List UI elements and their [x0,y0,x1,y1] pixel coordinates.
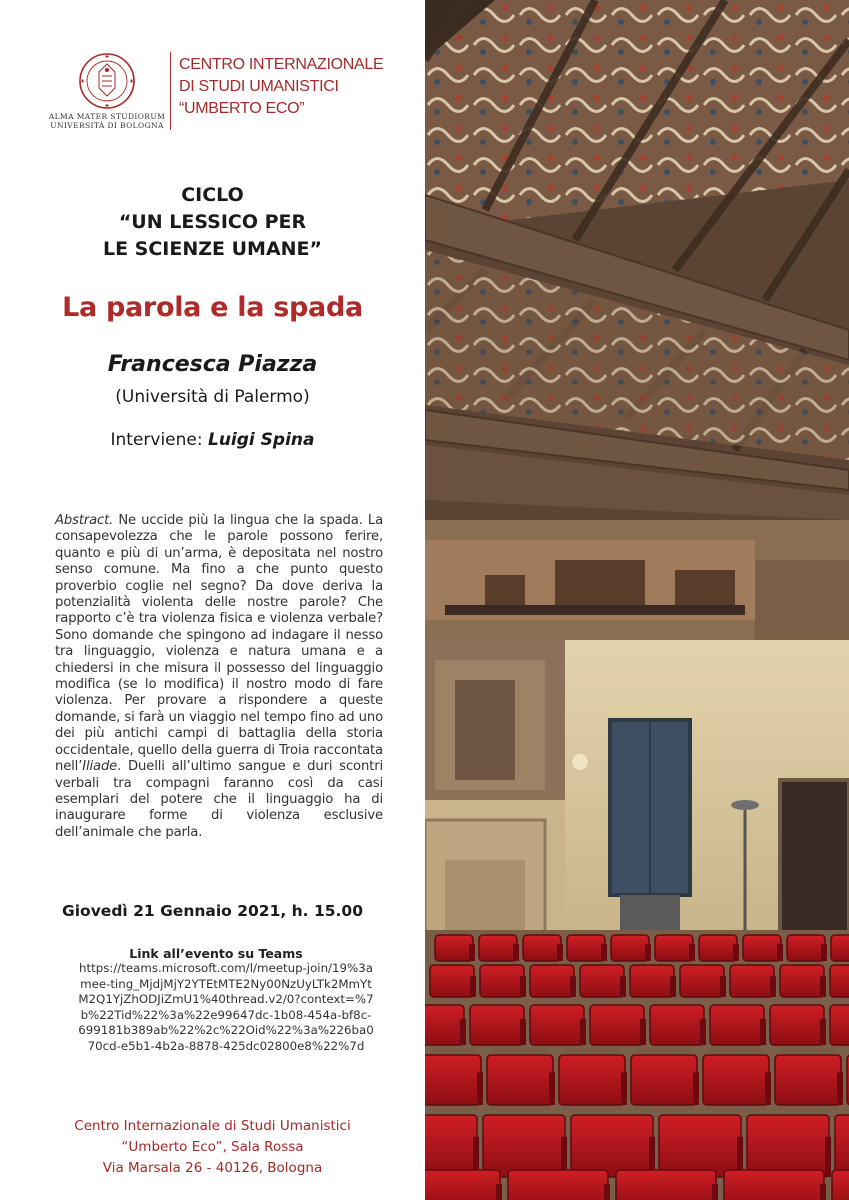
seat [530,1005,584,1045]
event-title: La parola e la spada [62,292,363,323]
seat [425,1005,464,1045]
seat-armrest [700,1019,706,1045]
seat [659,1115,741,1177]
seat-armrest [837,1073,843,1106]
seat [487,1055,553,1105]
teams-link-label: Link all’evento su Teams [129,946,303,961]
speaker-affiliation: (Università di Palermo) [115,387,310,407]
seat-armrest [520,976,526,997]
seat-armrest [777,944,783,961]
seat [571,1115,653,1177]
seat-armrest [549,1073,555,1106]
seat [616,1170,716,1200]
university-line-1: ALMA MATER STUDIORUM [48,112,166,121]
seat-armrest [670,976,676,997]
seat [483,1115,565,1177]
seat [480,965,524,997]
seat [530,965,574,997]
seat [580,965,624,997]
seat [830,1005,849,1045]
seat-armrest [733,944,739,961]
series-title [0,182,425,263]
abstract-body-2: . Duelli all’ultimo sangue e duri scontri verbali tra compagni faranno così da casi esemplari del potere che il linguaggio ha di inaugurare forme di violenza esclusive dell’animale che parla. [55,759,383,840]
address-line-2: “Umberto Eco”, Sala Rossa [121,1139,304,1155]
seat [650,1005,704,1045]
seats-group [425,935,849,1200]
seat [830,965,849,997]
seat [435,935,473,961]
centro-name [179,54,383,120]
seat [699,935,737,961]
seat [590,1005,644,1045]
venue-address [0,1116,425,1179]
seat-armrest [520,1019,526,1045]
seat [523,935,561,961]
seat-armrest [645,944,651,961]
seat [730,965,774,997]
discussant-label: Interviene: [110,430,203,450]
seat-armrest [460,1019,466,1045]
seat-armrest [604,1184,610,1200]
seat-armrest [557,944,563,961]
teams-link[interactable]: https://teams.microsoft.com/l/meetup-join/19%3amee-ting_MjdjMjY2YTEtMTE2Ny00NzUyLTk2MmYtM2Q1YjZhODJiZmU1%40thread.v2/0?context=%7b%22Tid%22%3a%22e99647dc-1b08-454a-bf8c-699181b389ab%22%2c%22Oid%22%3a%226ba070cd-e5b1-4b2a-8878-425dc02800e8%22%7d [78,961,374,1053]
seat [680,965,724,997]
seat [832,1170,849,1200]
seat [425,1055,481,1105]
seat-armrest [621,1073,627,1106]
seat [630,965,674,997]
seat-armrest [821,944,827,961]
abstract-iliad: Iliade [82,759,118,775]
seat [703,1055,769,1105]
seat [831,935,849,961]
seat [430,965,474,997]
series-line-1: CICLO [181,184,244,206]
event-date: Giovedì 21 Gennaio 2021, h. 15.00 [62,902,363,920]
seat [655,935,693,961]
centro-line-2: DI STUDI UMANISTICI [179,78,339,95]
seat-armrest [693,1073,699,1106]
discussant [0,430,425,450]
university-line-2: UNIVERSITÀ DI BOLOGNA [50,121,164,130]
seat-armrest [513,944,519,961]
seat [479,935,517,961]
seat-armrest [689,944,695,961]
seat [567,935,605,961]
seat [559,1055,625,1105]
seat [508,1170,608,1200]
seat [770,1005,824,1045]
abstract-text [55,513,383,841]
seat-armrest [825,1137,831,1177]
discussant-name: Luigi Spina [208,430,315,450]
seat [425,1170,500,1200]
centro-line-1: CENTRO INTERNAZIONALE [179,56,384,73]
seat-armrest [477,1073,483,1106]
seat-armrest [820,976,826,997]
seat-armrest [469,944,475,961]
seat-armrest [765,1073,771,1106]
seat [787,935,825,961]
abstract-body-1: Ne uccide più la lingua che la spada. La consapevolezza che le parole possono ferire, quanto e più di un’arma, è depositata nel nostro senso comune. Ma fino a che punto questo proverbio coglie nel segno? Da dove deriva la potenzialità violenta delle nostre parole? Che rapporto c’è tra violenza fisica e violenza verbale? Sono domande che spingono ad indagare il nesso tra linguaggio, violenza e natura umana e a chiedersi in che misura il possesso del linguaggio modifica (se lo modifica) il nostro modo di fare violenza. Per provare a rispondere a queste domande, si farà un viaggio nel tempo fino ad uno dei più antichi campi di battaglia della storia occidentale, quello della guerra di Troia raccontata nell’ [55,513,383,775]
seat-armrest [760,1019,766,1045]
seat-armrest [770,976,776,997]
seat [743,935,781,961]
abstract-label: Abstract. [55,513,114,528]
seat [470,1005,524,1045]
hall-photo [425,0,849,1200]
seat-armrest [601,944,607,961]
seat-armrest [820,1019,826,1045]
seat [724,1170,824,1200]
seat-armrest [712,1184,718,1200]
centro-line-3: “UMBERTO ECO” [179,100,305,117]
seat-armrest [720,976,726,997]
seat-armrest [470,976,476,997]
seat-armrest [580,1019,586,1045]
hall-illustration [425,0,849,1200]
university-seal-icon [78,52,136,110]
seat [775,1055,841,1105]
seat [631,1055,697,1105]
seat-armrest [496,1184,502,1200]
series-line-3: LE SCIENZE UMANE” [102,238,323,260]
seat [425,1115,477,1177]
seat-armrest [570,976,576,997]
address-line-1: Centro Internazionale di Studi Umanistici [74,1118,351,1134]
speaker-name: Francesca Piazza [107,352,318,377]
seat-armrest [820,1184,826,1200]
header-divider [170,52,171,130]
address-line-3: Via Marsala 26 - 40126, Bologna [102,1160,323,1176]
series-line-2: “UN LESSICO PER [118,211,307,233]
seat-armrest [640,1019,646,1045]
university-name [48,112,166,130]
seat [611,935,649,961]
seat [747,1115,829,1177]
seat [835,1115,849,1177]
seat-armrest [620,976,626,997]
seat [710,1005,764,1045]
seat [780,965,824,997]
